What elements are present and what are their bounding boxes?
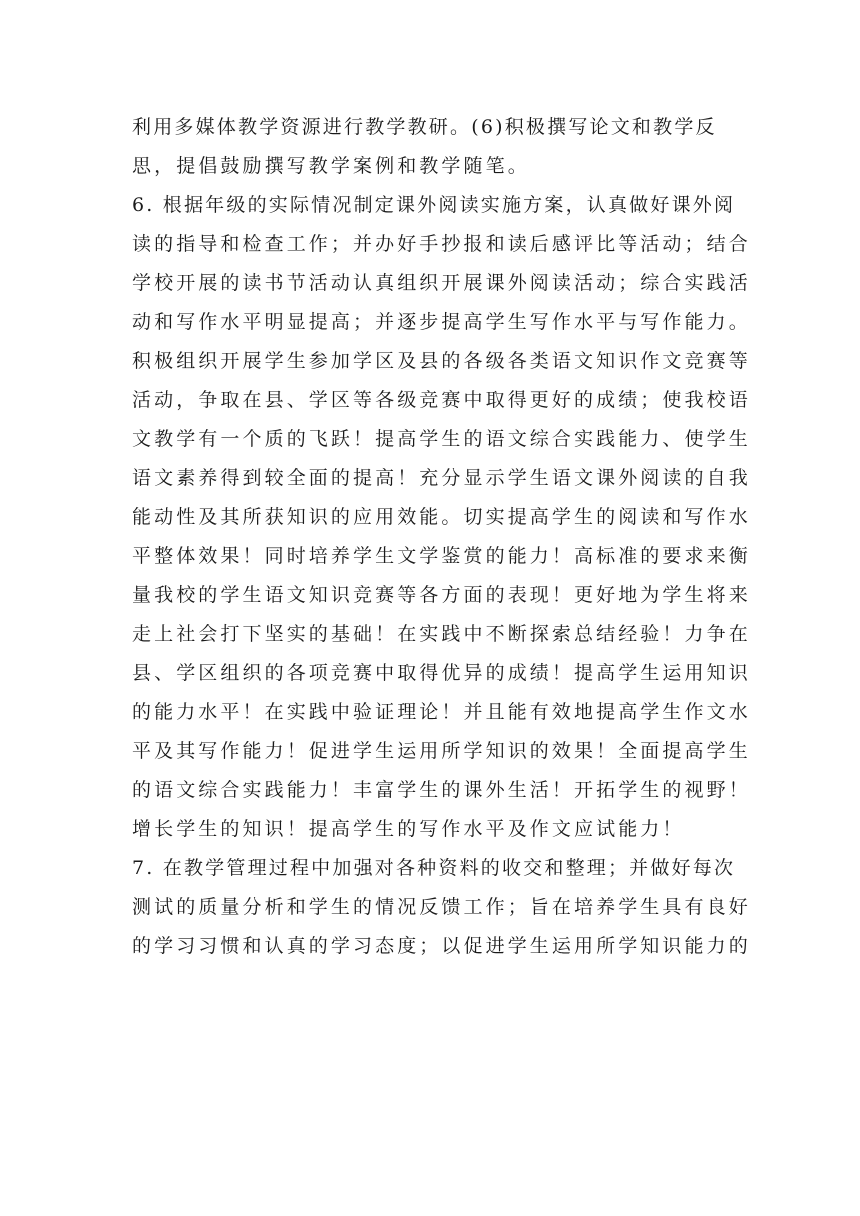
text-line: 积极组织开展学生参加学区及县的各级各类语文知识作文竞赛等 bbox=[132, 350, 751, 372]
text-line: 思，提倡鼓励撰写教学案例和教学随笔。 bbox=[132, 155, 530, 177]
text-line: 县、学区组织的各项竞赛中取得优异的成绩！提高学生运用知识 bbox=[132, 662, 751, 684]
text-line: 读的指导和检查工作；并办好手抄报和读后感评比等活动；结合 bbox=[132, 233, 751, 255]
text-line: 平及其写作能力！促进学生运用所学知识的效果！全面提高学生 bbox=[132, 740, 751, 762]
text-line: 走上社会打下坚实的基础！在实践中不断探索总结经验！力争在 bbox=[132, 623, 751, 645]
text-line: 测试的质量分析和学生的情况反馈工作；旨在培养学生具有良好 bbox=[132, 896, 751, 918]
text-line: 语文素养得到较全面的提高！充分显示学生语文课外阅读的自我 bbox=[132, 467, 751, 489]
text-line: 能动性及其所获知识的应用效能。切实提高学生的阅读和写作水 bbox=[132, 506, 751, 528]
text-line: 6. 根据年级的实际情况制定课外阅读实施方案，认真做好课外阅 bbox=[132, 194, 736, 216]
text-line: 利用多媒体教学资源进行教学教研。(6)积极撰写论文和教学反 bbox=[132, 116, 717, 138]
text-line: 的能力水平！在实践中验证理论！并且能有效地提高学生作文水 bbox=[132, 701, 751, 723]
text-line: 动和写作水平明显提高；并逐步提高学生写作水平与写作能力。 bbox=[132, 311, 751, 333]
text-line: 增长学生的知识！提高学生的写作水平及作文应试能力！ bbox=[132, 818, 685, 840]
text-line: 的语文综合实践能力！丰富学生的课外生活！开拓学生的视野！ bbox=[132, 779, 751, 801]
body-text bbox=[132, 108, 751, 966]
text-line: 学校开展的读书节活动认真组织开展课外阅读活动；综合实践活 bbox=[132, 272, 751, 294]
text-line: 的学习习惯和认真的学习态度；以促进学生运用所学知识能力的 bbox=[132, 935, 751, 957]
text-line: 量我校的学生语文知识竞赛等各方面的表现！更好地为学生将来 bbox=[132, 584, 751, 606]
text-line: 7. 在教学管理过程中加强对各种资料的收交和整理；并做好每次 bbox=[132, 857, 736, 879]
text-line: 活动，争取在县、学区等各级竞赛中取得更好的成绩；使我校语 bbox=[132, 389, 751, 411]
text-line: 平整体效果！同时培养学生文学鉴赏的能力！高标准的要求来衡 bbox=[132, 545, 751, 567]
text-line: 文教学有一个质的飞跃！提高学生的语文综合实践能力、使学生 bbox=[132, 428, 751, 450]
